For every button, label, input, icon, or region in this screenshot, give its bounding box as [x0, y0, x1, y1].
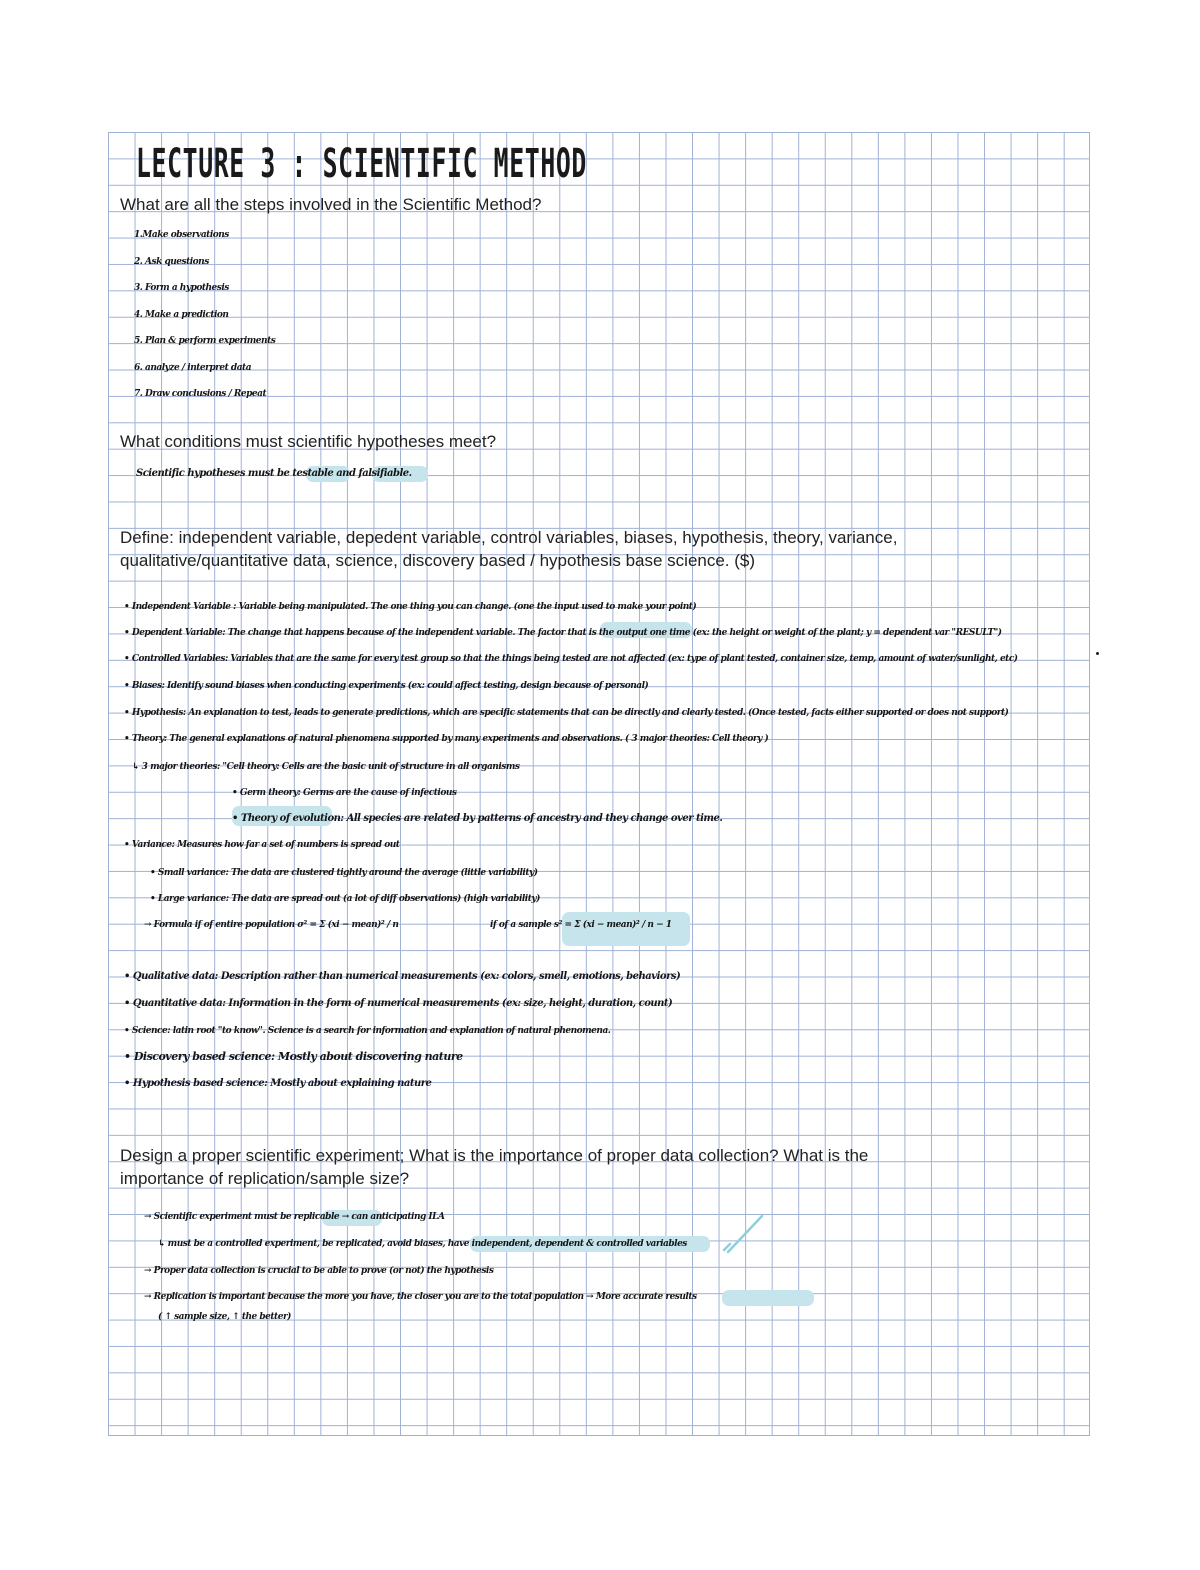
definition-line: • Qualitative data: Description rather than numerical measurements (ex: colors, smell, emotions, behaviors): [124, 971, 681, 982]
variance-formula-sample: if of a sample s² = Σ (xi − mean)² / n − 1: [490, 920, 672, 930]
definition-line: • Dependent Variable: The change that happens because of the independent variable. The factor that is the output one time (ex: the height or weight of the plant; y = dependent var "RESULT"): [124, 628, 1002, 638]
question-steps: What are all the steps involved in the Scientific Method?: [120, 195, 542, 214]
experiment-line: → Replication is important because the more you have, the closer you are to the total population → More accurate results: [144, 1292, 697, 1302]
experiment-line: → Proper data collection is crucial to be able to prove (or not) the hypothesis: [144, 1266, 494, 1276]
page-title: LECTURE 3 : SCIENTIFIC METHOD: [136, 141, 587, 187]
definition-line: • Biases: Identify sound biases when conducting experiments (ex: could affect testing, design because of personal): [124, 681, 649, 691]
experiment-line: ↳ must be a controlled experiment, be replicated, avoid biases, have independent, dependent & controlled variables: [158, 1239, 687, 1249]
question-define: Define: independent variable, depedent variable, control variables, biases, hypothesis, theory, variance, qualitative/quantitative data, science, discovery based / hypothesis base science. ($): [120, 528, 898, 570]
definition-line: • Hypothesis based science: Mostly about explaining nature: [124, 1078, 432, 1089]
experiment-line: → Scientific experiment must be replicable → can anticipating ILA: [144, 1212, 445, 1222]
experiment-line: ( ↑ sample size, ↑ the better): [158, 1312, 291, 1322]
step-item: 5. Plan & perform experiments: [134, 336, 276, 346]
definition-line: • Science: latin root "to know". Science is a search for information and explanation of natural phenomena.: [124, 1026, 611, 1036]
checkmark-icon: [722, 1212, 766, 1254]
definition-line: • Theory of evolution: All species are related by patterns of ancestry and they change over time.: [232, 813, 723, 824]
step-item: 6. analyze / interpret data: [134, 363, 252, 373]
definition-line: • Quantitative data: Information in the form of numerical measurements (ex: size, height, duration, count): [124, 998, 673, 1009]
definition-line: • Small variance: The data are clustered tightly around the average (little variability): [150, 868, 538, 878]
ink-dot: [1096, 652, 1099, 655]
definition-line: • Independent Variable : Variable being manipulated. The one thing you can change. (one the input used to make your point): [124, 602, 697, 612]
definition-line: • Hypothesis: An explanation to test, leads to generate predictions, which are specific statements that can be directly and clearly tested. (Once tested, facts either supported or does not support): [124, 708, 1009, 718]
step-item: 7. Draw conclusions / Repeat: [134, 389, 267, 399]
question-hypotheses: What conditions must scientific hypotheses meet?: [120, 432, 497, 451]
definition-line: • Theory: The general explanations of natural phenomena supported by many experiments and observations. ( 3 major theories: Cell theory ): [124, 734, 769, 744]
definition-line: • Germ theory: Germs are the cause of infectious: [232, 788, 457, 798]
definition-line: • Large variance: The data are spread out (a lot of diff observations) (high variability): [150, 894, 540, 904]
step-item: 4. Make a prediction: [134, 310, 229, 320]
definition-line: • Controlled Variables: Variables that are the same for every test group so that the things being tested are not affected (ex: type of plant tested, container size, temp, amount of water/sunlight, etc): [124, 654, 1018, 664]
step-item: 1.Make observations: [134, 230, 229, 240]
definition-line: • Variance: Measures how far a set of numbers is spread out: [124, 840, 400, 850]
step-item: 2. Ask questions: [134, 257, 209, 267]
question-experiment: Design a proper scientific experiment; What is the importance of proper data collection? What is the importance of replication/sample size?: [120, 1146, 869, 1188]
highlight: [722, 1290, 814, 1306]
variance-formula-population: → Formula if of entire population σ² = Σ (xi − mean)² / n: [144, 920, 399, 930]
definition-line: ↳ 3 major theories: "Cell theory: Cells are the basic unit of structure in all organisms: [132, 762, 520, 772]
step-item: 3. Form a hypothesis: [134, 283, 229, 293]
hypotheses-answer: Scientific hypotheses must be testable and falsifiable.: [136, 468, 412, 479]
definition-line: • Discovery based science: Mostly about discovering nature: [124, 1050, 463, 1063]
